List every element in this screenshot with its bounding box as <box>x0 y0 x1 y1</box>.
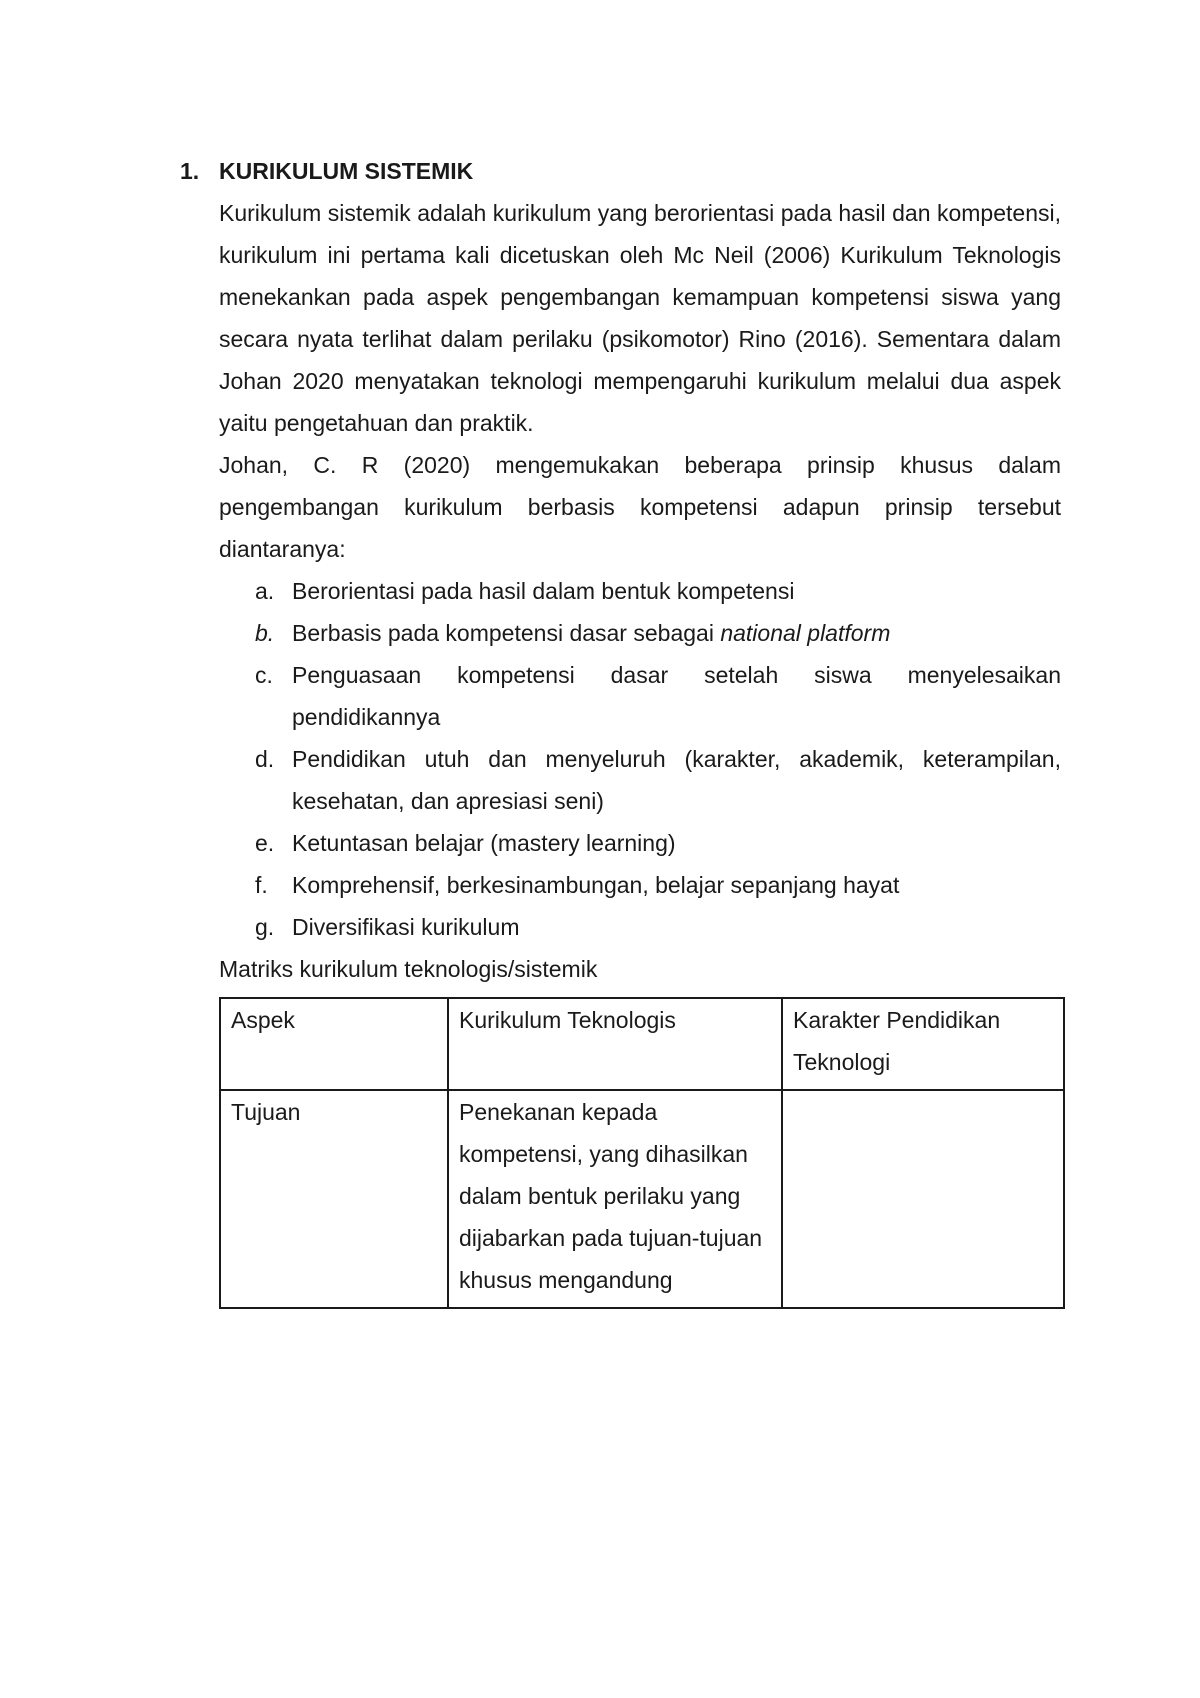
table-cell: Tujuan <box>220 1090 448 1308</box>
table-cell: Penekanan kepada kompetensi, yang dihasilkan dalam bentuk perilaku yang dijabarkan pada tujuan-tujuan khusus mengandung <box>448 1090 782 1308</box>
table-row <box>220 1090 1064 1308</box>
list-item <box>219 654 1061 738</box>
table-header-cell: Kurikulum Teknologis <box>448 998 782 1090</box>
section-title: KURIKULUM SISTEMIK <box>219 158 474 184</box>
table-cell <box>782 1090 1064 1308</box>
list-item <box>219 612 1061 654</box>
list-item-text: Ketuntasan belajar (mastery learning) <box>292 830 676 856</box>
matrix-caption: Matriks kurikulum teknologis/sistemik <box>219 956 598 982</box>
principles-intro-paragraph: Johan, C. R (2020) mengemukakan beberapa prinsip khusus dalam pengembangan kurikulum berbasis kompetensi adapun prinsip tersebut diantaranya: <box>219 452 1061 562</box>
list-item-text: Diversifikasi kurikulum <box>292 914 520 940</box>
list-item <box>219 906 1061 948</box>
list-item-text: Berbasis pada kompetensi dasar sebagai <box>292 620 721 646</box>
list-marker: g. <box>255 914 275 940</box>
section-body <box>219 150 1061 1309</box>
list-item <box>219 570 1061 612</box>
table-header-cell: Karakter Pendidikan Teknologi <box>782 998 1064 1090</box>
list-marker: d. <box>255 746 275 772</box>
list-marker: c. <box>255 662 273 688</box>
list-item <box>219 738 1061 822</box>
list-item-text: Penguasaan kompetensi dasar setelah siswa menyelesaikan pendidikannya <box>292 662 1061 730</box>
list-item <box>219 864 1061 906</box>
table-header-row <box>220 998 1064 1090</box>
intro-paragraph: Kurikulum sistemik adalah kurikulum yang berorientasi pada hasil dan kompetensi, kurikulum ini pertama kali dicetuskan oleh Mc Neil (2006) Kurikulum Teknologis menekankan pada aspek pengembangan kemampuan kompetensi siswa yang secara nyata terlihat dalam perilaku (psikomotor) Rino (2016). Sementara dalam Johan 2020 menyatakan teknologi mempengaruhi kurikulum melalui dua aspek yaitu pengetahuan dan praktik. <box>219 200 1061 436</box>
table-header-cell: Aspek <box>220 998 448 1090</box>
list-marker: f. <box>255 872 268 898</box>
list-marker: a. <box>255 578 275 604</box>
list-marker: e. <box>255 830 275 856</box>
list-item-text: Komprehensif, berkesinambungan, belajar sepanjang hayat <box>292 872 900 898</box>
list-item-italic-text: national platform <box>720 620 891 646</box>
principles-list <box>219 570 1061 948</box>
list-item <box>219 822 1061 864</box>
list-item-text: Berorientasi pada hasil dalam bentuk kompetensi <box>292 578 795 604</box>
curriculum-matrix-table <box>219 997 1065 1309</box>
list-item-text: Pendidikan utuh dan menyeluruh (karakter, akademik, keterampilan, kesehatan, dan apresiasi seni) <box>292 746 1061 814</box>
list-marker: b. <box>255 620 275 646</box>
section-number: 1. <box>180 158 200 184</box>
